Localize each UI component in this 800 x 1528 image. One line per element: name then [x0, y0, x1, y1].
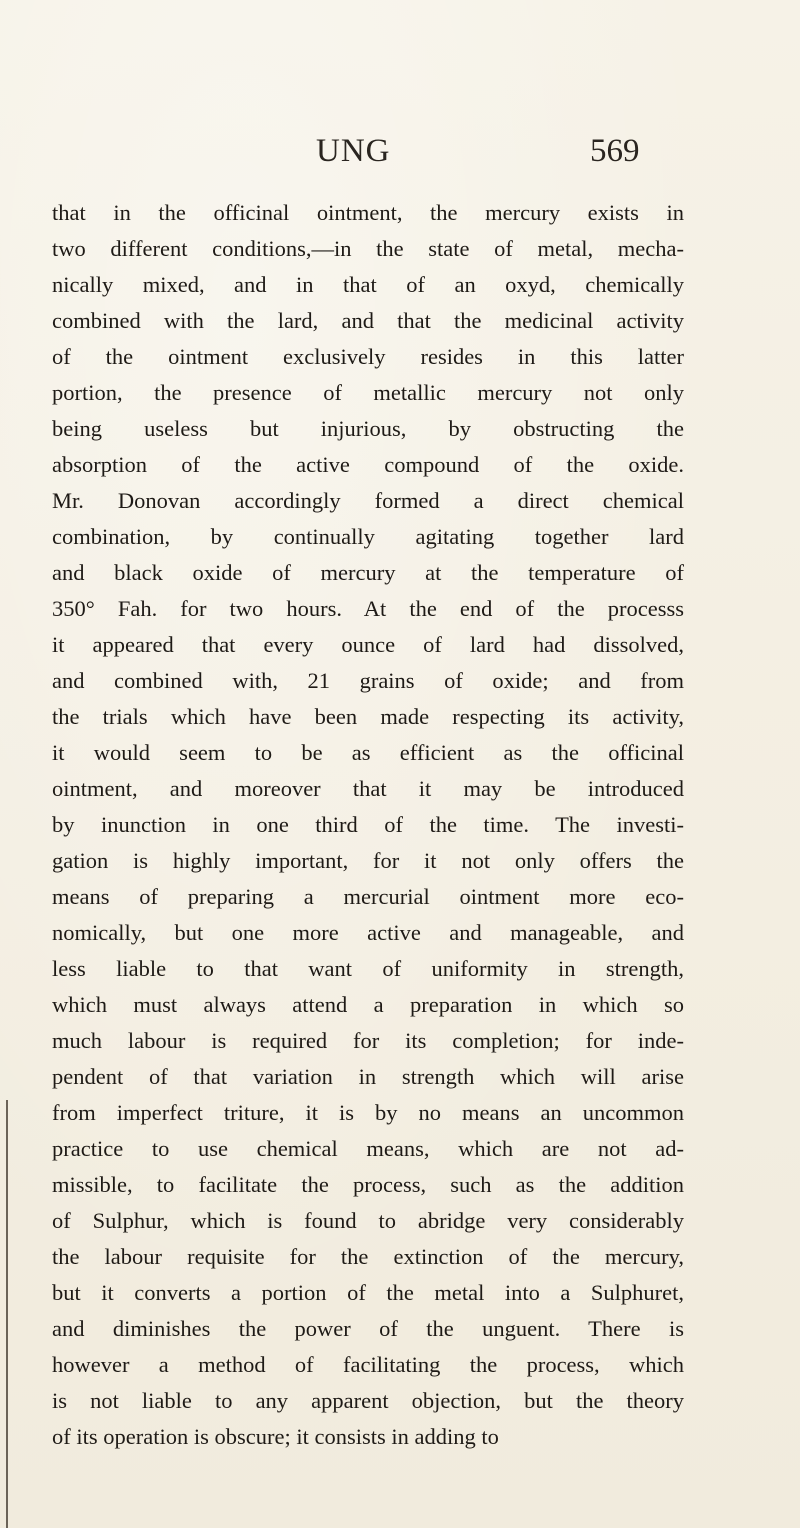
text-line: from imperfect triture, it is by no means an uncommon	[52, 1100, 684, 1125]
text-line: nomically, but one more active and manageable, and	[52, 920, 684, 945]
text-line: less liable to that want of uniformity in strength,	[52, 956, 684, 981]
text-line: absorption of the active compound of the oxide.	[52, 452, 684, 477]
text-line: gation is highly important, for it not only offers the	[52, 848, 684, 873]
text-line: which must always attend a preparation in which so	[52, 992, 684, 1017]
text-line: of Sulphur, which is found to abridge very considerably	[52, 1208, 684, 1233]
text-line: nically mixed, and in that of an oxyd, chemically	[52, 272, 684, 297]
text-line: however a method of facilitating the process, which	[52, 1352, 684, 1377]
text-line: and black oxide of mercury at the temperature of	[52, 560, 684, 585]
page-number: 569	[590, 133, 640, 169]
text-line: the trials which have been made respecting its activity,	[52, 704, 684, 729]
text-line: that in the officinal ointment, the mercury exists in	[52, 200, 684, 225]
text-line: ointment, and moreover that it may be introduced	[52, 776, 684, 801]
text-line: portion, the presence of metallic mercury not only	[52, 380, 684, 405]
text-line: practice to use chemical means, which are not ad-	[52, 1136, 684, 1161]
page-header	[0, 133, 800, 177]
text-line: the labour requisite for the extinction of the mercury,	[52, 1244, 684, 1269]
text-line: by inunction in one third of the time. The investi-	[52, 812, 684, 837]
text-line: of its operation is obscure; it consists in adding to	[52, 1424, 499, 1449]
text-line: Mr. Donovan accordingly formed a direct chemical	[52, 488, 684, 513]
text-line: combined with the lard, and that the medicinal activity	[52, 308, 684, 333]
text-line: it would seem to be as efficient as the officinal	[52, 740, 684, 765]
text-line: but it converts a portion of the metal into a Sulphuret,	[52, 1280, 684, 1305]
text-line: two different conditions,—in the state of metal, mecha-	[52, 236, 684, 261]
text-line: pendent of that variation in strength which will arise	[52, 1064, 684, 1089]
running-head: UNG	[316, 133, 391, 169]
text-line: being useless but injurious, by obstructing the	[52, 416, 684, 441]
body-text	[52, 195, 684, 1455]
text-line: means of preparing a mercurial ointment more eco-	[52, 884, 684, 909]
text-line: it appeared that every ounce of lard had dissolved,	[52, 632, 684, 657]
text-line: and combined with, 21 grains of oxide; and from	[52, 668, 684, 693]
text-line: much labour is required for its completion; for inde-	[52, 1028, 684, 1053]
text-line: combination, by continually agitating together lard	[52, 524, 684, 549]
text-line: and diminishes the power of the unguent. There is	[52, 1316, 684, 1341]
binding-edge-line	[6, 1100, 8, 1528]
text-line: is not liable to any apparent objection, but the theory	[52, 1388, 684, 1413]
text-line: 350° Fah. for two hours. At the end of the processs	[52, 596, 684, 621]
text-line: of the ointment exclusively resides in this latter	[52, 344, 684, 369]
text-line: missible, to facilitate the process, such as the addition	[52, 1172, 684, 1197]
